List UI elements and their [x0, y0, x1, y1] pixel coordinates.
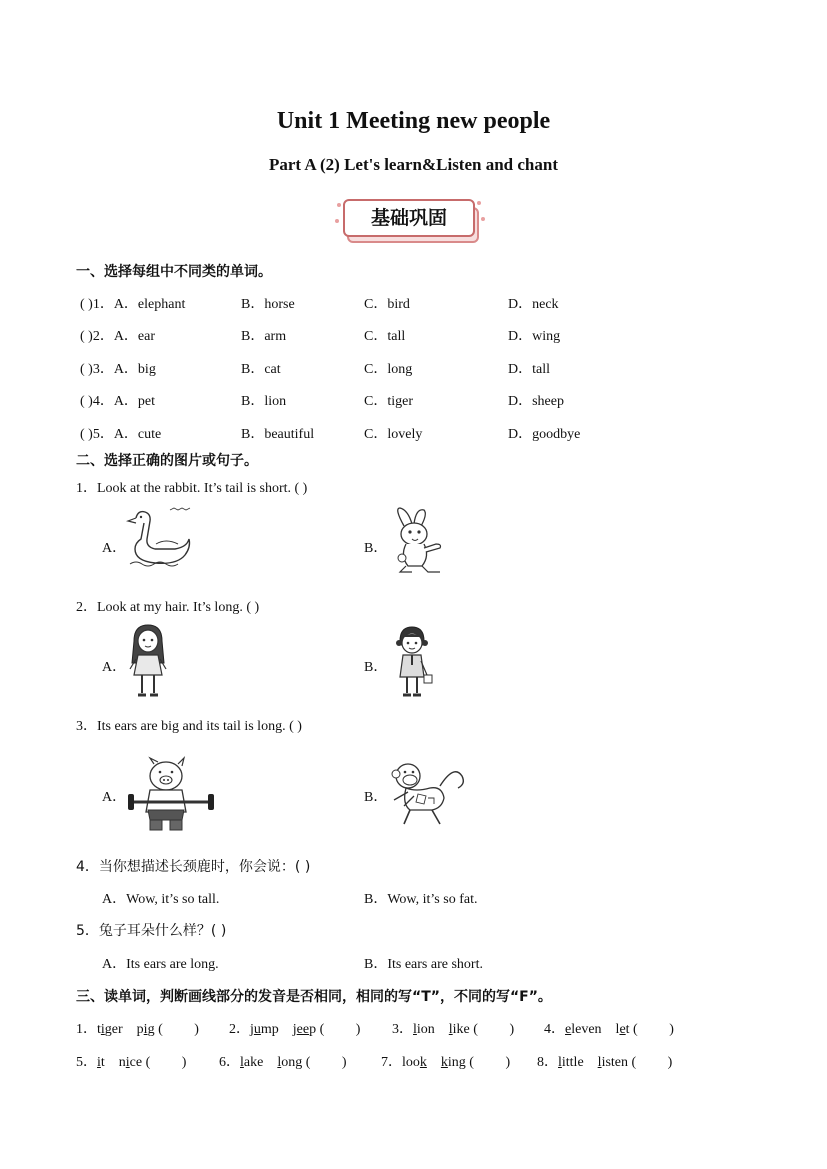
- s2-q1-text: 1．Look at the rabbit. It’s tail is short. ( ): [76, 481, 308, 496]
- s3-item-4: 4．eleven let ( ): [544, 1022, 674, 1037]
- section-badge: [343, 199, 483, 243]
- s2-q5-text: 5．兔子耳朵什么样？( ): [76, 923, 227, 939]
- s1-row5-option-d: D．goodbye: [508, 427, 581, 442]
- s2-q4-text: 4．当你想描述长颈鹿时，你会说：( ): [76, 859, 311, 875]
- girl-short-hair-icon: [390, 623, 434, 701]
- s2-q5-option-a: A．Its ears are long.: [102, 957, 219, 972]
- girl-long-hair-icon: [126, 623, 170, 701]
- s2-q2-text: 2．Look at my hair. It’s long. ( ): [76, 600, 260, 615]
- s1-row2-option-b: B．arm: [241, 329, 287, 344]
- rabbit-icon: [388, 506, 452, 578]
- s2-q1-label-b: B．: [364, 541, 388, 556]
- s1-row3-option-a: ( )3．A．big: [80, 362, 156, 377]
- s1-row1-option-c: C．bird: [364, 297, 410, 312]
- s3-item-8: 8．little listen ( ): [537, 1055, 673, 1070]
- s1-row5-option-a: ( )5．A．cute: [80, 427, 162, 442]
- s1-row1-option-b: B．horse: [241, 297, 295, 312]
- s3-item-2: 2．jump jeep ( ): [229, 1022, 361, 1037]
- s3-item-7: 7．look king ( ): [381, 1055, 511, 1070]
- s1-row1-option-d: D．neck: [508, 297, 559, 312]
- s1-row1-option-a: ( )1．A．elephant: [80, 297, 186, 312]
- badge-label: 基础巩固: [343, 199, 475, 237]
- s2-q3-label-a: A．: [102, 790, 127, 805]
- section3-heading: 三、读单词，判断画线部分的发音是否相同，相同的写“T”，不同的写“F”。: [76, 989, 552, 1005]
- s2-q3-text: 3．Its ears are big and its tail is long. ( ): [76, 719, 302, 734]
- s3-item-5: 5．it nice ( ): [76, 1055, 187, 1070]
- s1-row4-option-b: B．lion: [241, 394, 287, 409]
- s1-row3-option-c: C．long: [364, 362, 413, 377]
- s2-q3-label-b: B．: [364, 790, 388, 805]
- s2-q1-label-a: A．: [102, 541, 127, 556]
- section2-heading: 二、选择正确的图片或句子。: [76, 453, 258, 469]
- goose-icon: [126, 506, 196, 572]
- s1-row2-option-d: D．wing: [508, 329, 561, 344]
- s1-row5-option-c: C．lovely: [364, 427, 423, 442]
- s3-item-1: 1．tiger pig ( ): [76, 1022, 199, 1037]
- pig-icon: [126, 756, 216, 834]
- monkey-icon: [388, 760, 468, 828]
- s2-q4-option-a: A．Wow, it’s so tall.: [102, 892, 220, 907]
- s2-q4-option-b: B．Wow, it’s so fat.: [364, 892, 478, 907]
- decor-dot: [477, 201, 481, 205]
- decor-dot: [481, 217, 485, 221]
- s2-q5-option-b: B．Its ears are short.: [364, 957, 483, 972]
- s3-item-3: 3．lion like ( ): [392, 1022, 515, 1037]
- decor-dot: [337, 203, 341, 207]
- s1-row4-option-c: C．tiger: [364, 394, 413, 409]
- page-subtitle: Part A (2) Let's learn&Listen and chant: [269, 155, 558, 174]
- s3-item-6: 6．lake long ( ): [219, 1055, 347, 1070]
- s1-row3-option-b: B．cat: [241, 362, 281, 377]
- s1-row5-option-b: B．beautiful: [241, 427, 315, 442]
- decor-dot: [335, 219, 339, 223]
- page-title: Unit 1 Meeting new people: [276, 108, 551, 134]
- s1-row4-option-a: ( )4．A．pet: [80, 394, 156, 409]
- s2-q2-label-b: B．: [364, 660, 388, 675]
- s1-row2-option-c: C．tall: [364, 329, 406, 344]
- s2-q2-label-a: A．: [102, 660, 127, 675]
- s1-row3-option-d: D．tall: [508, 362, 550, 377]
- section1-heading: 一、选择每组中不同类的单词。: [76, 264, 272, 280]
- s1-row4-option-d: D．sheep: [508, 394, 564, 409]
- s1-row2-option-a: ( )2．A．ear: [80, 329, 156, 344]
